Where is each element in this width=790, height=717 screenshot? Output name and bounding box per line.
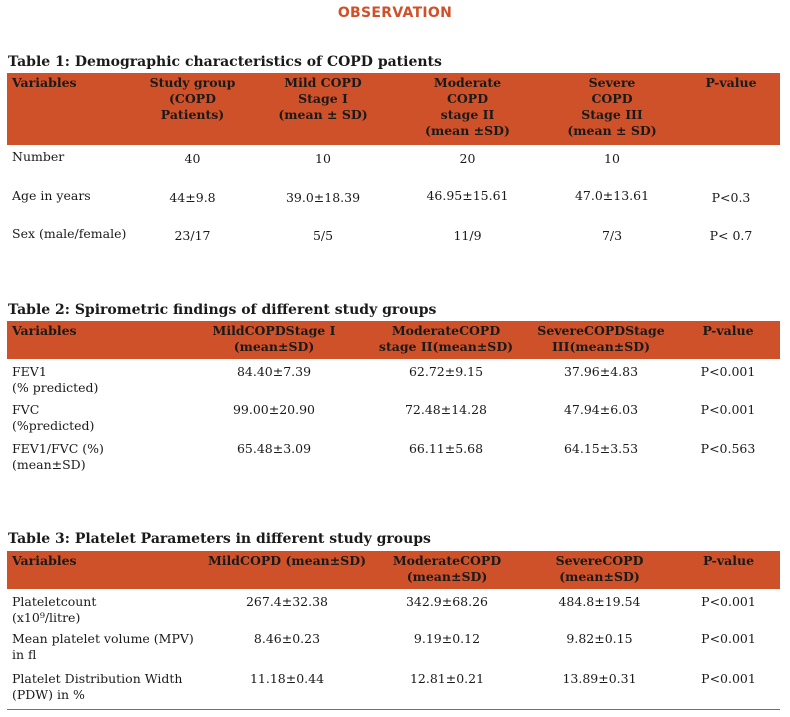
table-cell: 12.81±0.21 bbox=[372, 669, 522, 709]
table-cell: 10 bbox=[604, 151, 620, 166]
table2-header-row bbox=[7, 321, 780, 359]
table-cell: 46.95±15.61 bbox=[426, 188, 509, 203]
table-row bbox=[7, 222, 780, 248]
table-cell: 5/5 bbox=[312, 228, 334, 243]
table1-col-header: Severe COPD Stage III (mean ± SD) bbox=[567, 75, 657, 138]
table-cell: FEV1 (% predicted) bbox=[12, 364, 99, 395]
table-cell: 37.96±4.83 bbox=[563, 364, 639, 379]
table-cell: 47.0±13.61 bbox=[574, 188, 650, 203]
table3-col-header: ModerateCOPD (mean±SD) bbox=[392, 553, 502, 584]
table3-platelets bbox=[7, 551, 780, 710]
table-cell: 72.48±14.28 bbox=[404, 402, 488, 417]
table-row bbox=[7, 145, 780, 184]
table-cell: P<0.563 bbox=[700, 441, 756, 456]
table-cell: 9.82±0.15 bbox=[566, 631, 633, 646]
table-cell: Plateletcount (x10⁹/litre) bbox=[12, 594, 97, 625]
table3-caption: Table 3: Platelet Parameters in different study groups bbox=[8, 531, 431, 547]
table2-col-header: P-value bbox=[702, 323, 754, 338]
table3-col-header: P-value bbox=[702, 553, 755, 568]
table-row bbox=[7, 400, 780, 439]
table-cell: 23/17 bbox=[174, 228, 211, 243]
table-cell: 84.40±7.39 bbox=[236, 364, 312, 379]
table2-spirometry bbox=[7, 321, 780, 479]
table1-caption: Table 1: Demographic characteristics of COPD patients bbox=[8, 54, 442, 70]
table1-header-row bbox=[7, 73, 780, 145]
table-cell: P<0.001 bbox=[700, 402, 756, 417]
table2-col-header: MildCOPDStage I (mean±SD) bbox=[212, 323, 336, 354]
table2-col-header: Variables bbox=[12, 323, 77, 338]
page-heading: OBSERVATION bbox=[337, 5, 453, 21]
table1-col-header: Variables bbox=[12, 75, 77, 90]
table1-col-header: Moderate COPD stage II (mean ±SD) bbox=[425, 75, 510, 138]
table-cell: 342.9±68.26 bbox=[405, 594, 489, 609]
table-cell: Age in years bbox=[12, 188, 91, 203]
table-cell: P<0.001 bbox=[700, 364, 756, 379]
table-cell: 62.72±9.15 bbox=[408, 364, 484, 379]
table-row bbox=[7, 669, 780, 709]
table-cell: P<0.001 bbox=[677, 669, 780, 709]
table-cell: 7/3 bbox=[601, 228, 623, 243]
table3-col-header: MildCOPD (mean±SD) bbox=[207, 553, 367, 568]
table-cell: 99.00±20.90 bbox=[232, 402, 316, 417]
table-cell: Number bbox=[12, 149, 65, 164]
table2-col-header: ModerateCOPD stage II(mean±SD) bbox=[378, 323, 514, 354]
table-cell: 47.94±6.03 bbox=[563, 402, 639, 417]
table3-col-header: SevereCOPD (mean±SD) bbox=[555, 553, 644, 584]
table-cell: 20 bbox=[459, 151, 476, 166]
table-cell: 484.8±19.54 bbox=[558, 594, 641, 609]
table-row bbox=[7, 589, 780, 629]
table2-caption: Table 2: Spirometric findings of different study groups bbox=[8, 302, 437, 318]
table-cell: 44±9.8 bbox=[169, 190, 216, 205]
table-cell: 8.46±0.23 bbox=[253, 631, 321, 646]
table-cell: 65.48±3.09 bbox=[236, 441, 312, 456]
table1-col-header: P-value bbox=[705, 75, 757, 90]
table3-header-row bbox=[7, 551, 780, 589]
table-cell: 11/9 bbox=[453, 228, 482, 243]
table-cell: 64.15±3.53 bbox=[563, 441, 639, 456]
table1-col-header: Study group (COPD Patients) bbox=[149, 75, 236, 122]
table-cell: P<0.3 bbox=[711, 190, 751, 205]
table-cell: 10 bbox=[315, 151, 331, 166]
table2-col-header: SevereCOPDStage III(mean±SD) bbox=[537, 323, 665, 354]
table-row bbox=[7, 629, 780, 669]
table-cell bbox=[682, 145, 780, 184]
table-cell: FVC (%predicted) bbox=[12, 402, 95, 433]
table1-demographics bbox=[7, 73, 780, 248]
table-cell: FEV1/FVC (%) (mean±SD) bbox=[12, 441, 104, 472]
table-cell: 11.18±0.44 bbox=[202, 669, 372, 709]
table-cell: P< 0.7 bbox=[709, 228, 753, 243]
table-cell: 267.4±32.38 bbox=[245, 594, 329, 609]
table-row bbox=[7, 359, 780, 400]
table-cell: 39.0±18.39 bbox=[285, 190, 361, 205]
table-cell: P<0.001 bbox=[701, 631, 756, 646]
table-row bbox=[7, 184, 780, 222]
table-cell: P<0.001 bbox=[701, 594, 756, 609]
table-cell: 66.11±5.68 bbox=[408, 441, 484, 456]
table-cell: Sex (male/female) bbox=[12, 226, 127, 241]
table-cell: 40 bbox=[184, 151, 201, 166]
table-cell: Mean platelet volume (MPV) in fl bbox=[12, 631, 194, 662]
table-cell: Platelet Distribution Width (PDW) in % bbox=[7, 669, 202, 709]
table1-col-header: Mild COPD Stage I (mean ± SD) bbox=[278, 75, 368, 122]
table-row bbox=[7, 439, 780, 479]
table3-col-header: Variables bbox=[12, 553, 77, 568]
table-cell: 9.19±0.12 bbox=[413, 631, 481, 646]
table-cell: 13.89±0.31 bbox=[522, 669, 677, 709]
